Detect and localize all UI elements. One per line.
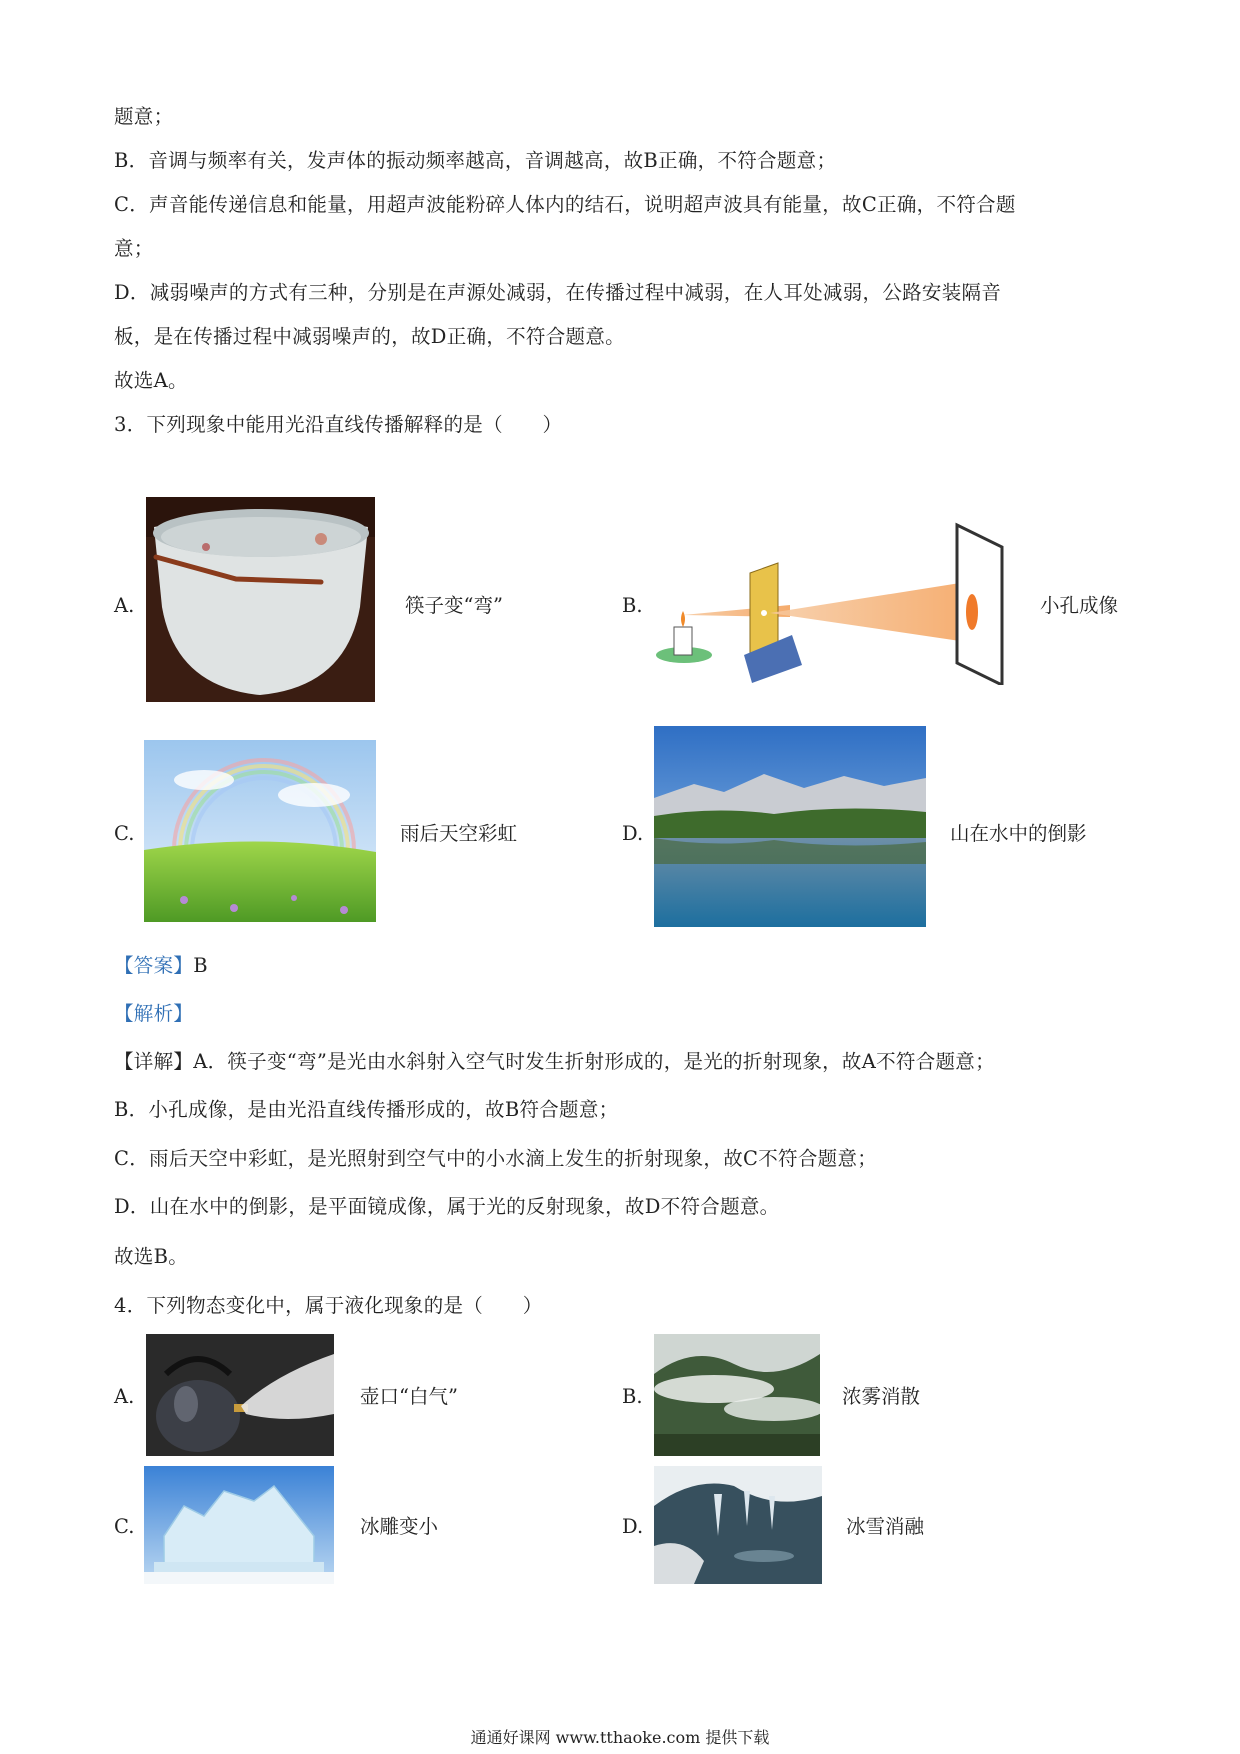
analysis-label: 【解析】 (114, 1002, 194, 1025)
ice-sculpture-photo (144, 1466, 334, 1584)
q4-option-a-letter: A. (114, 1385, 135, 1408)
detail-line: C．雨后天空中彩虹，是光照射到空气中的小水滴上发生的折射现象，故C不符合题意； (114, 1147, 878, 1170)
text-line: D．减弱噪声的方式有三种，分别是在声源处减弱，在传播过程中减弱，在人耳处减弱，公路安装隔音 (114, 281, 1002, 304)
q3-option-b-caption: 小孔成像 (1040, 594, 1119, 617)
q4-option-b-caption: 浓雾消散 (842, 1385, 921, 1408)
text-line: 题意； (114, 105, 174, 128)
q4-option-d-letter: D. (622, 1515, 644, 1538)
q3-option-c-letter: C. (114, 822, 135, 845)
text-line: 板，是在传播过程中减弱噪声的，故D正确，不符合题意。 (114, 325, 625, 348)
page-footer: 通通好课网 www.tthaoke.com 提供下载 (470, 1728, 770, 1747)
text-line: 意； (114, 237, 154, 260)
q4-option-c-letter: C. (114, 1515, 135, 1538)
kettle-steam-photo (146, 1334, 334, 1456)
answer-label: 【答案】 (114, 954, 194, 977)
detail-label: 【详解】 (114, 1050, 194, 1073)
chopsticks-in-bowl-photo (146, 497, 375, 702)
answer-value: B (193, 954, 208, 977)
conclusion-line: 故选B。 (114, 1245, 189, 1268)
text-line: B．音调与频率有关，发声体的振动频率越高，音调越高，故B正确，不符合题意； (114, 149, 837, 172)
text-line: 故选A。 (114, 369, 188, 392)
q3-option-d-caption: 山在水中的倒影 (950, 822, 1087, 845)
detail-line: D．山在水中的倒影，是平面镜成像，属于光的反射现象，故D不符合题意。 (114, 1195, 780, 1218)
rainbow-photo (144, 740, 376, 922)
detail-line: B．小孔成像，是由光沿直线传播形成的，故B符合题意； (114, 1098, 619, 1121)
text-line: C．声音能传递信息和能量，用超声波能粉碎人体内的结石，说明超声波具有能量，故C正确，不符合题 (114, 193, 1016, 216)
mountain-reflection-photo (654, 726, 926, 927)
detail-line (114, 1048, 995, 1076)
detail-text: A．筷子变“弯”是光由水斜射入空气时发生折射形成的，是光的折射现象，故A不符合题意； (193, 1050, 995, 1073)
analysis-line (114, 1000, 193, 1028)
q4-option-b-letter: B. (622, 1385, 643, 1408)
q3-option-c-caption: 雨后天空彩虹 (400, 822, 518, 845)
question-4-stem: 4．下列物态变化中，属于液化现象的是（ ） (114, 1294, 543, 1317)
q3-option-d-letter: D. (622, 822, 644, 845)
answer-line (114, 952, 208, 980)
q4-option-c-caption: 冰雕变小 (360, 1515, 439, 1538)
melting-icicles-photo (654, 1466, 822, 1584)
pinhole-imaging-diagram (652, 515, 1012, 685)
question-3-stem: 3．下列现象中能用光沿直线传播解释的是（ ） (114, 413, 563, 436)
q3-option-a-caption: 筷子变“弯” (405, 594, 503, 617)
q3-option-b-letter: B. (622, 594, 643, 617)
q3-option-a-letter: A. (114, 594, 135, 617)
q4-option-d-caption: 冰雪消融 (846, 1515, 925, 1538)
fog-mountain-photo (654, 1334, 820, 1456)
q4-option-a-caption: 壶口“白气” (360, 1385, 458, 1408)
